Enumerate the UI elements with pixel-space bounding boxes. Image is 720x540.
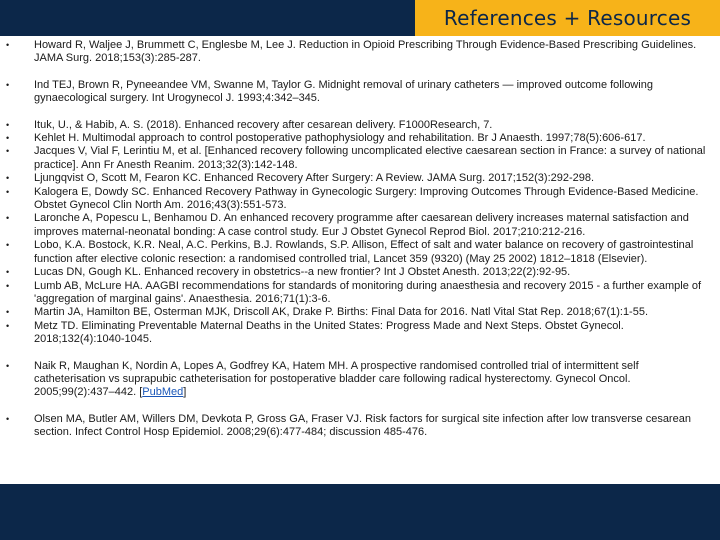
reference-text: Martin JA, Hamilton BE, Osterman MJK, Driscoll AK, Drake P. Births: Final Data for 2016. Natl Vital Stat Rep. 2018;67(1):1-55.: [34, 306, 649, 319]
bullet-icon: •: [6, 133, 10, 144]
reference-text: Lucas DN, Gough KL. Enhanced recovery in obstetrics--a new frontier? Int J Obstet Anesth. 2013;22(2):92-95.: [34, 266, 571, 279]
reference-text: Metz TD. Eliminating Preventable Maternal Deaths in the United States: Progress Made and Next Steps. Obstet Gynecol. 2018;132(4):1040-1045.: [34, 319, 624, 346]
reference-text: Lumb AB, McLure HA. AAGBI recommendations for standards of monitoring during anaesthesia and recovery 2015 - a further example of 'aggregation of marginal gains'. Anaesthesia. 2016;71(1):3-6.: [34, 279, 702, 305]
page-title: References + Resources: [443, 6, 692, 30]
reference-text-tail: ]: [183, 386, 187, 399]
reference-text: Ljungqvist O, Scott M, Fearon KC. Enhanced Recovery After Surgery: A Review. JAMA Surg. 2017;152(3):292-298.: [34, 172, 595, 185]
reference-item: [0, 239, 720, 266]
reference-item: [0, 119, 720, 132]
reference-item: [0, 172, 720, 185]
reference-item: [0, 413, 720, 440]
reference-text: Ind TEJ, Brown R, Pyneeandee VM, Swanne M, Taylor G. Midnight removal of urinary catheters — improved outcome following gynaecological surgery. Int Urogynecol J. 1993;4:342–345.: [34, 78, 653, 105]
reference-item: [0, 145, 720, 172]
reference-item: [0, 266, 720, 279]
reference-item: [0, 79, 720, 106]
reference-text: Laronche A, Popescu L, Benhamou D. An enhanced recovery programme after caesarean delivery increases maternal satisfaction and improves maternal-neonatal bonding: A case control study. Eur J Obstet Gynecol Reprod Biol. 2017;210:212-216.: [34, 212, 689, 238]
reference-item: [0, 280, 720, 307]
reference-item: [0, 306, 720, 319]
bullet-icon: •: [6, 267, 10, 278]
bullet-icon: •: [6, 320, 10, 331]
bullet-icon: •: [6, 40, 10, 50]
reference-text: Kalogera E, Dowdy SC. Enhanced Recovery Pathway in Gynecologic Surgery: Improving Outcomes Through Evidence-Based Medicine. Obstet Gynecol Clin North Am. 2016;43(3):551-573.: [34, 185, 699, 212]
reference-item: [0, 39, 720, 66]
bullet-icon: •: [6, 360, 10, 371]
reference-item: [0, 212, 720, 239]
bullet-icon: •: [6, 146, 10, 157]
bullet-icon: •: [6, 173, 10, 184]
bullet-icon: •: [6, 186, 10, 197]
reference-text: Naik R, Maughan K, Nordin A, Lopes A, Godfrey KA, Hatem MH. A prospective randomised controlled trial of intermittent self catheterisation vs suprapubic catheterisation for postoperative bladder care following radical hysterectomy. Gynecol Oncol. 2005;99(2):437–442. [: [34, 359, 639, 399]
reference-text: Lobo, K.A. Bostock, K.R. Neal, A.C. Perkins, B.J. Rowlands, S.P. Allison, Effect of salt and water balance on recovery of gastrointestinal function after elective colonic resection: a randomised controlled trial, Lancet 359 (9320) (May 25 2002) 1812–1818 (Elsevier).: [34, 239, 694, 265]
pubmed-link[interactable]: PubMed: [142, 386, 184, 399]
reference-item: [0, 360, 720, 400]
reference-text: Howard R, Waljee J, Brummett C, Englesbe M, Lee J. Reduction in Opioid Prescribing Through Evidence-Based Prescribing Guidelines. JAMA Surg. 2018;153(3):285-287.: [34, 39, 697, 65]
reference-text: Ituk, U., & Habib, A. S. (2018). Enhanced recovery after cesarean delivery. F1000Research, 7.: [34, 118, 493, 131]
bullet-icon: •: [6, 413, 10, 424]
title-box: [415, 0, 720, 36]
bullet-icon: •: [6, 280, 10, 291]
reference-item: [0, 320, 720, 347]
reference-text: Jacques V, Vial F, Lerintiu M, et al. [Enhanced recovery following uncomplicated elective caesarean section in France: a survey of national practice]. Ann Fr Anesth Reanim. 2013;32(3):142-148.: [34, 145, 706, 171]
reference-item: [0, 186, 720, 213]
bullet-icon: •: [6, 119, 10, 130]
reference-list: [0, 39, 720, 440]
reference-item: [0, 132, 720, 145]
bullet-icon: •: [6, 307, 10, 318]
bullet-icon: •: [6, 213, 10, 224]
footer-band: [0, 484, 720, 540]
reference-text: Kehlet H. Multimodal approach to control postoperative pathophysiology and rehabilitation. Br J Anaesth. 1997;78(5):606-617.: [34, 132, 646, 145]
bullet-icon: •: [6, 79, 10, 90]
bullet-icon: •: [6, 240, 10, 251]
reference-text: Olsen MA, Butler AM, Willers DM, Devkota P, Gross GA, Fraser VJ. Risk factors for surgical site infection after low transverse cesarean section. Infect Control Hosp Epidemiol. 2008;29(6):477-484; discussion 485-476.: [34, 412, 691, 439]
